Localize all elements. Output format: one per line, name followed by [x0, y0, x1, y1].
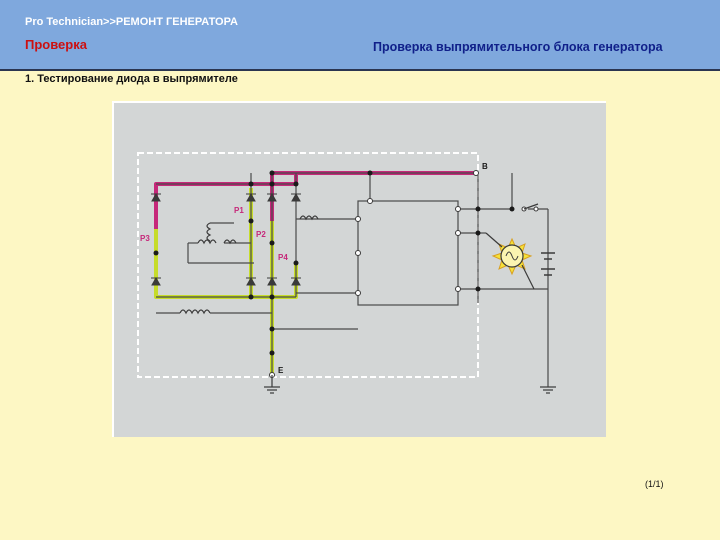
section-title: Проверка: [25, 37, 87, 52]
step-heading: 1. Тестирование диода в выпрямителе: [25, 73, 238, 85]
point-p4-label: P4: [278, 253, 288, 262]
alternator-housing: [138, 153, 478, 377]
rectifier-circuit-diagram: [112, 101, 606, 437]
regulator-box: [358, 201, 458, 305]
positive-path-highlight: [156, 173, 476, 253]
terminal-e-label: E: [278, 366, 284, 375]
negative-path-highlight: [156, 188, 296, 375]
page-indicator: (1/1): [645, 479, 664, 489]
circuit-wiring: [156, 173, 548, 387]
circuit-svg: [114, 103, 608, 439]
point-p2-label: P2: [256, 230, 266, 239]
point-p1-label: P1: [234, 206, 244, 215]
header-bar: [0, 0, 720, 71]
charge-lamp-icon: [486, 233, 534, 289]
breadcrumb[interactable]: Pro Technician>>РЕМОНТ ГЕНЕРАТОРА: [25, 16, 238, 28]
point-p3-label: P3: [140, 234, 150, 243]
page-title: Проверка выпрямительного блока генератора: [373, 40, 663, 54]
diodes: [151, 194, 301, 285]
terminal-b-label: B: [482, 162, 488, 171]
